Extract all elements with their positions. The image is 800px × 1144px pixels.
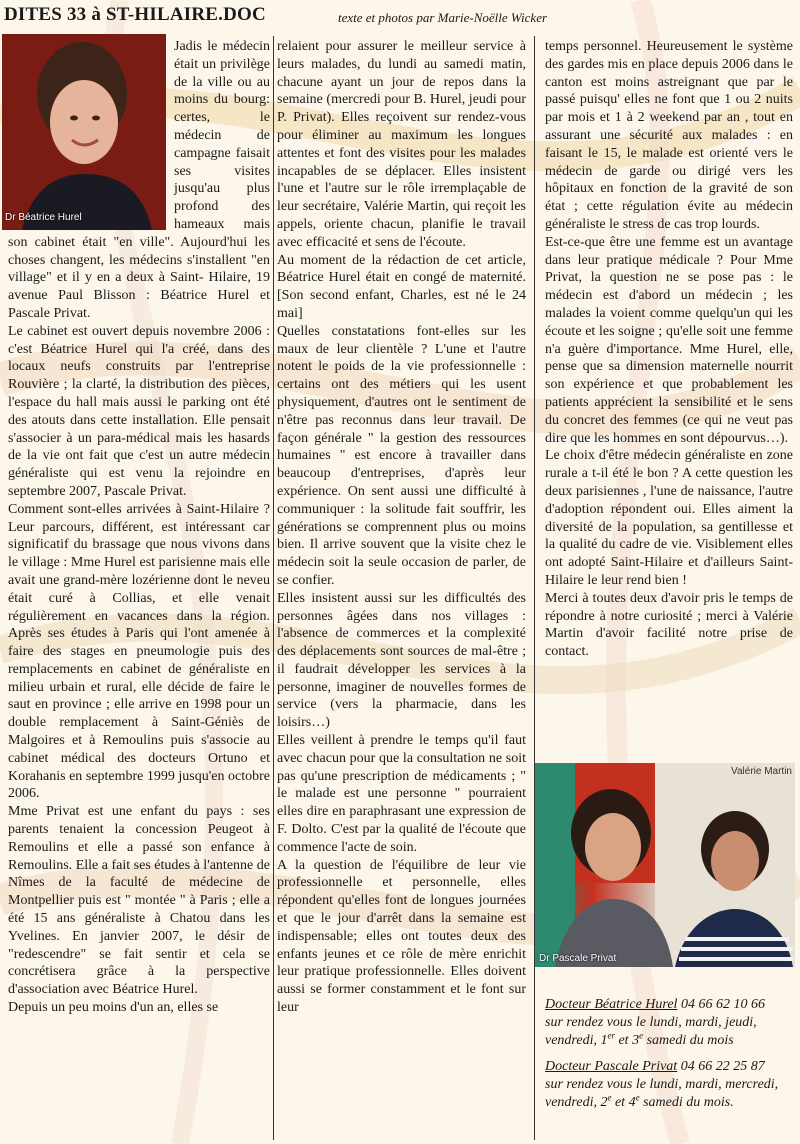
byline: texte et photos par Marie-Noëlle Wicker <box>338 10 548 25</box>
paragraph: Le choix d'être médecin généraliste en zone rurale a t-il été le bon ? A cette question les deux parisiennes , l'une de naissance, l'autre d'adoption répondent oui. Elles aiment la diversité de la population, sa gentillesse et la qualité du cadre de vie. Visiblement elles ont adopté Saint-Hilaire et d'ailleurs Saint-Hilaire le leur rend bien ! <box>545 448 793 588</box>
paragraph: Est-ce-que être une femme est un avantage dans leur pratique médicale ? Pour Mme Privat, la question ne se pose pas : le médecin est d'abord un médecin ; les malades la voient comme quelqu'un qui les écoute et les soigne ; qu'elle soit une femme n'a guère d'importance. Mme Hurel, elle, pense que sa dimension maternelle nourrit son expérience et que probablement les patients apprécient la sensibilité et le sens du concret des femmes (ce qui ne veut pas dire que les hommes en sont dépourvus…). <box>545 234 793 446</box>
contact-phone: 04 66 62 10 66 <box>677 997 765 1012</box>
contact-hours: sur rendez vous le lundi, mardi, mercredi, vendredi, 2 <box>545 1077 779 1110</box>
article-column-1 <box>5 38 270 1017</box>
contact-hours: et 3 <box>614 1033 640 1048</box>
page-title: DITES 33 à ST-HILAIRE.DOC <box>4 4 266 25</box>
contact-hours: sur rendez vous le lundi, mardi, jeudi, vendredi, 1 <box>545 1015 757 1048</box>
paragraph: relaient pour assurer le meilleur service à leurs malades, du lundi au samedi matin, chacune ayant un jour de repos dans la semaine (mercredi pour B. Hurel, jeudi pour P. Privat). Elles reçoivent sur rendez-vous pour éliminer au maximum les longues attentes et font des visites pour les malades incapables de se déplacer. Elles insistent l'une et l'autre sur le rôle irremplaçable de leur secrétaire, Valérie Martin, qui reçoit les appels, oriente chacun, planifie le travail avec efficacité et sens de l'écoute. <box>277 39 526 250</box>
column-divider-2 <box>534 36 535 1140</box>
ordinal-suffix: e <box>607 1092 612 1103</box>
paragraph: Comment sont-elles arrivées à Saint-Hilaire ? Leur parcours, différent, est intéressant car significatif du brassage que nous vivons dans le village : Mme Hurel est parisienne mais elle avait une grand-mère lozérienne dont le neveu était curé à Collias, et elle venait régulièrement en vacances dans la région. Après ses études à Paris qui l'ont amenée à faire des stages en pneumologie puis des remplacements en cabinet de généraliste en milieu urbain et rural, elle décide de faire le saut en province ; elle arrive en 1998 pour un double remplacement à Saint-Géniès de Malgoires et à Remoulins puis s'associe au cabinet médical des docteurs Ortuno et Korahanis en septembre 1999 jusqu'en octobre 2006. <box>8 501 270 802</box>
contact-name: Docteur Béatrice Hurel <box>545 997 678 1012</box>
article-column-3 <box>545 38 793 661</box>
contact-hours: et 4 <box>611 1095 636 1110</box>
paragraph: Mme Privat est une enfant du pays : ses parents tenaient la concession Peugeot à Remoulins et elle a passé son enfance à Remoulins. Elle a fait ses études à l'antenne de Nîmes de la faculté de médecine de Montpellier puis est " montée " à Paris ; elle a été 15 ans généraliste à Chatou dans les Yvelines. En janvier 2007, le désir de "redescendre" se fait sentir et cela se concrétisera grâce à la perspective d'association avec Béatrice Hurel. <box>8 804 270 998</box>
ordinal-suffix: er <box>607 1030 615 1041</box>
page-header <box>4 4 796 30</box>
article-column-2 <box>277 38 526 1017</box>
paragraph: Jadis le médecin était un privilège de la ville ou au moins du bourg: certes, le médecin de campagne faisait ses visites jusqu'au plus profond des hameaux mais son cabinet était "en ville". Aujourd'hui les choses changent, les médecins s'installent "en village" et il y en a deux à Saint- Hilaire, 19 avenue Paul Blisson : Béatrice Hurel et Pascale Privat. <box>8 39 270 321</box>
photo-beatrice-hurel <box>2 34 166 230</box>
contact-hours: samedi du mois <box>643 1033 734 1048</box>
ordinal-suffix: e <box>639 1030 644 1041</box>
paragraph: Au moment de la rédaction de cet article, Béatrice Hurel était en congé de maternité. [Son second enfant, Charles, est né le 24 mai] <box>277 252 526 321</box>
paragraph: A la question de l'équilibre de leur vie professionnelle et personnelle, elles répondent qu'elles font de longues journées et que le jour d'arrêt dans la semaine est indispensable; elles ont toutes deux des enfants jeunes et ce rôle de mère enrichit leur pratique professionnelle. Elles doivent aussi se former constamment et le font sur leur <box>277 857 526 1016</box>
portrait-hurel-illustration <box>2 34 166 230</box>
paragraph: Merci à toutes deux d'avoir pris le temps de répondre à notre curiosité ; merci à Valérie Martin d'avoir facilité notre prise de contact. <box>545 590 793 660</box>
ordinal-suffix: e <box>635 1092 640 1103</box>
contact-hours: samedi du mois. <box>639 1095 734 1110</box>
contact-name: Docteur Pascale Privat <box>545 1059 678 1074</box>
photo-caption-hurel: Dr Béatrice Hurel <box>5 212 82 224</box>
contact-phone: 04 66 22 25 87 <box>677 1059 765 1074</box>
contact-hurel <box>545 996 795 1050</box>
photo-caption-martin: Valérie Martin <box>731 766 792 777</box>
contact-privat <box>545 1058 795 1112</box>
column-divider-1 <box>273 36 274 1140</box>
portrait-privat-martin-illustration <box>535 763 795 967</box>
paragraph: Le cabinet est ouvert depuis novembre 2006 : c'est Béatrice Hurel qui l'a créé, dans des locaux neufs construits par l'entreprise Rouvière ; la clarté, la distribution des pièces, l'espace du hall mais aussi le parking ont été des atouts dans cette installation. Elle pensait s'associer à un para-médical mais les hasards de la vie ont fait que c'est un autre médecin généraliste qui est venu la rejoindre en septembre 2007, Pascale Privat. <box>8 323 270 499</box>
paragraph: Elles insistent aussi sur les difficultés des personnes âgées dans nos villages : l'absence de commerces et la complexité des déplacements sont sources de mal-être ; il faudrait développer les services à la personne, imaginer de nouvelles formes de service (vers la pharmacie, dans les loisirs…) <box>277 590 526 731</box>
paragraph: Depuis un peu moins d'un an, elles se <box>8 1000 219 1016</box>
paragraph: temps personnel. Heureusement le système des gardes mis en place depuis 2006 dans le canton est moins astreignant que par le passé puisqu' elles ne font que 1 ou 2 nuits par mois et 1 à 2 weekend par an , tout en assurant une sécurité aux malades : en faisant le 15, le malade est orienté vers le médecin de garde ou dirigé vers les hôpitaux en fonction de la gravité de son état ; cette régulation évite au médecin généraliste le stress de cas trop lourds. <box>545 39 793 232</box>
paragraph: Quelles constatations font-elles sur les maux de leur clientèle ? L'une et l'autre notent le poids de la vie professionnelle : certains ont des métiers qui les usent physiquement, d'autres ont le sentiment de n'être pas reconnus dans leur travail. De façon générale " la gestion des ressources humaines " est encore à travailler dans beaucoup d'entreprises, d'après leur expérience. On sent aussi une difficulté à communiquer : la solitude fait souffrir, les générations se comprennent plus ou moins bien. Il arrive souvent que la visite chez le médecin soit la seule occasion de parler, de se confier. <box>277 323 526 588</box>
photo-privat-martin <box>535 763 795 967</box>
paragraph: Elles veillent à prendre le temps qu'il faut avec chacun pour que la consultation ne soit pas qu'une prescription de médicaments ; " le malade est une personne " pourraient elles dire en paraphrasant une expression de F. Dolto. C'est par la qualité de l'écoute que commence l'acte de soin. <box>277 733 526 855</box>
photo-caption-privat: Dr Pascale Privat <box>539 953 617 964</box>
